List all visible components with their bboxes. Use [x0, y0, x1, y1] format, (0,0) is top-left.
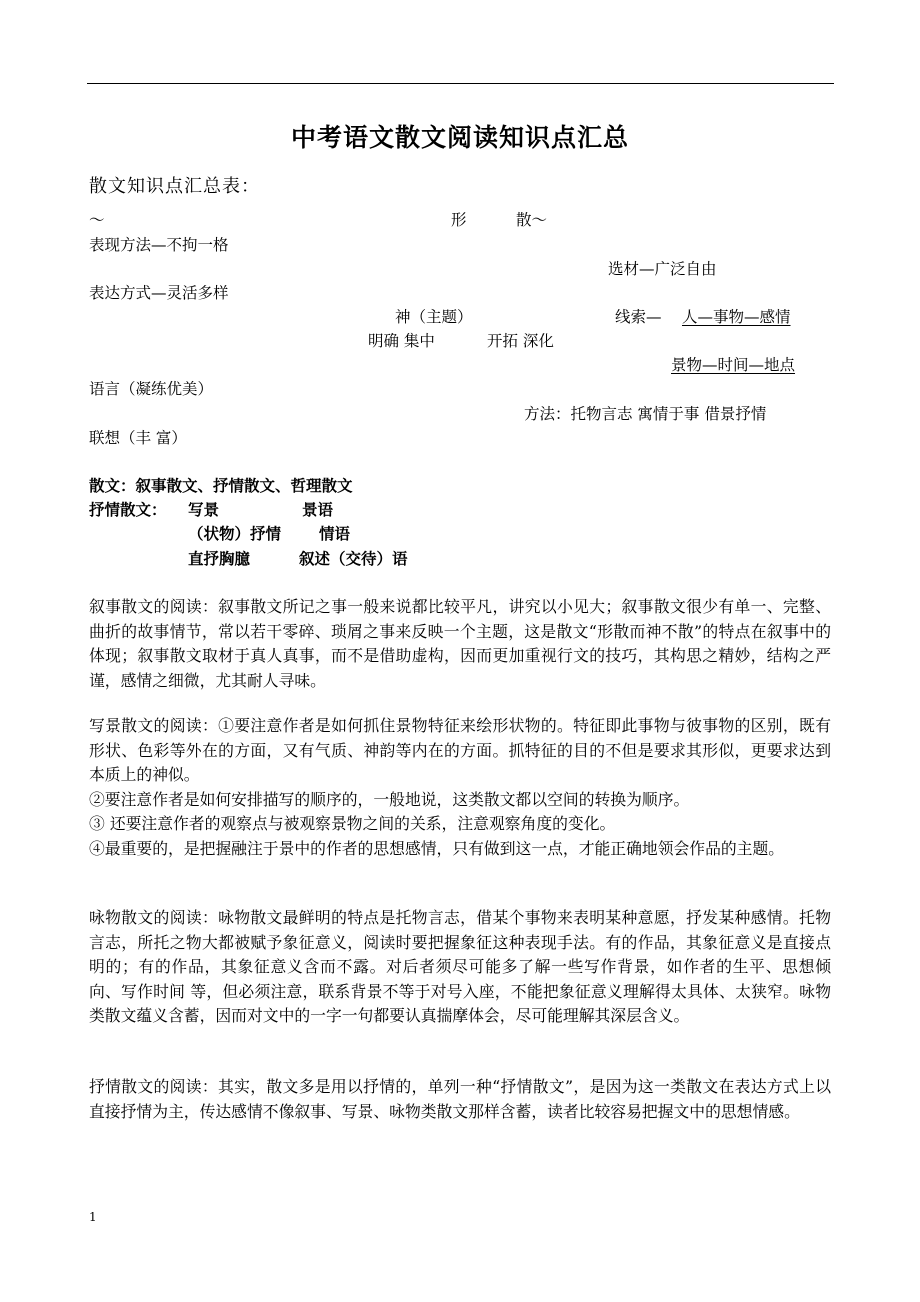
types-qingyu: 情语: [319, 525, 351, 543]
types-zhishu: 直抒胸臆: [188, 550, 251, 568]
object-text: 咏物散文的阅读：咏物散文最鲜明的特点是托物言志，借某个事物来表明某种意愿，抒发某种感情。托物言志，所托之物大都被赋予象征意义，阅读时要把握象征这种表现手法。有的作品，其象征意义是直接点明的；有的作品，其象征意义含而不露。对后者须尽可能多了解一些写作背景，如作者的生平、思想倾向、写作时间 等，但必须注意，联系背景不等于对号入座，不能把象征意义理解得太具体、太狭窄。咏物类散文蕴义含蓄，因而对文中的一字一句都要认真揣摩体会，尽可能理解其深层含义。: [89, 908, 831, 1025]
paragraph-lyric: [89, 1075, 831, 1124]
summary-xuancai: 选材—广泛自由: [608, 260, 717, 278]
summary-heading: 散文知识点汇总表：: [89, 176, 260, 197]
types-xiejing: 写景: [188, 501, 220, 519]
summary-biaoxian: 表现方法—不拘一格: [89, 236, 229, 254]
summary-yuyan: 语言（凝练优美）: [89, 380, 214, 398]
summary-mingque: 明确 集中: [368, 332, 435, 350]
paragraph-scenery: [89, 714, 831, 861]
summary-lianxiang: 联想（丰 富）: [89, 429, 187, 447]
types-shuqing-label: 抒情散文：: [89, 501, 167, 519]
types-jingyu: 景语: [302, 501, 334, 519]
types-zhuangwu: （状物）抒情: [188, 525, 282, 543]
scenery-point-1: 写景散文的阅读：①要注意作者是如何抓住景物特征来绘形状物的。特征即此事物与彼事物的区别，既有形状、色彩等外在的方面，又有气质、神韵等内在的方面。抓特征的目的不但是要求其形似，更要求达到本质上的神似。: [89, 716, 831, 784]
scenery-point-4: ④最重要的，是把握融注于景中的作者的思想感情，只有做到这一点，才能正确地领会作品的主题。: [89, 838, 785, 858]
types-xushu: 叙述（交待）语: [299, 550, 408, 568]
summary-xing: 形: [451, 211, 467, 229]
summary-biaoda: 表达方式—灵活多样: [89, 284, 229, 302]
summary-fangfa: 方法：托物言志 寓情于事 借景抒情: [524, 405, 767, 423]
summary-xiansuo-value: 人—事物—感情: [682, 308, 791, 326]
page-title: 中考语文散文阅读知识点汇总: [290, 123, 629, 152]
summary-san: 散～: [516, 211, 548, 229]
page-number: 1: [89, 1210, 97, 1224]
paragraph-narrative: [89, 595, 831, 693]
summary-jingwu: 景物—时间—地点: [671, 356, 796, 374]
summary-tilde-left: ～: [89, 211, 105, 229]
types-line1: 散文：叙事散文、抒情散文、哲理散文: [89, 477, 353, 495]
summary-shen: 神（主题）: [395, 308, 473, 326]
summary-xiansuo-label: 线索—: [615, 308, 662, 326]
narrative-text: 叙事散文的阅读：叙事散文所记之事一般来说都比较平凡，讲究以小见大；叙事散文很少有单一、完整、曲折的故事情节，常以若干零碎、琐屑之事来反映一个主题，这是散文“形散而神不散”的特点在叙事中的体现；叙事散文取材于真人真事，而不是借助虚构，因而更加重视行文的技巧，其构思之精妙，结构之严谨，感情之细微，尤其耐人寻味。: [89, 597, 831, 690]
summary-kaituo: 开拓 深化: [487, 332, 554, 350]
scenery-point-3: ③ 还要注意作者的观察点与被观察景物之间的关系，注意观察角度的变化。: [89, 814, 616, 833]
header-rule: [87, 83, 834, 84]
scenery-point-2: ②要注意作者是如何安排描写的顺序的，一般地说，这类散文都以空间的转换为顺序。: [89, 789, 690, 809]
paragraph-object: [89, 906, 831, 1029]
lyric-text: 抒情散文的阅读：其实，散文多是用以抒情的，单列一种“抒情散文”，是因为这一类散文在表达方式上以直接抒情为主，传达感情不像叙事、写景、咏物类散文那样含蓄，读者比较容易把握文中的思想情感。: [89, 1077, 831, 1121]
